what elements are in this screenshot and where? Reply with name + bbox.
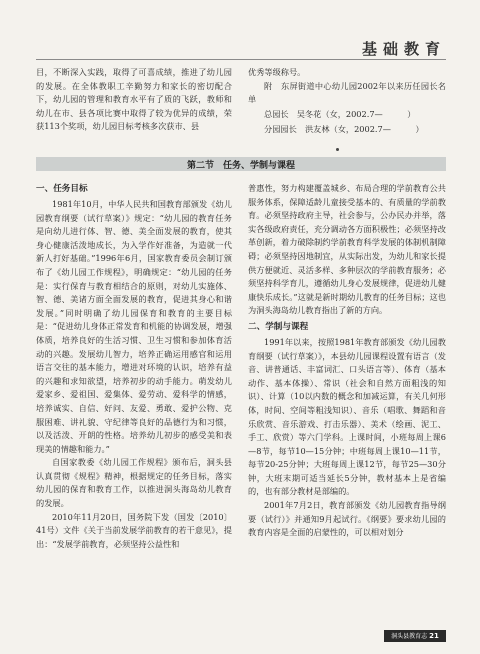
top-left-text: [36, 66, 232, 134]
top-right-text: [248, 66, 446, 137]
paragraph: 优秀等级称号。: [248, 67, 306, 77]
header-divider: [36, 59, 446, 60]
paragraph: 目，不断深入实践，取得了可喜成绩，推进了幼儿园的发展。在全体教职工辛勤努力和家长的密切配合下，幼儿园的管理和教育水平有了质的飞跃，教师和幼儿在市、县各项比赛中取得了较为优异的成绩，荣获113个奖项，幼儿园目标考核多次获市、县: [36, 67, 232, 132]
paragraph: 2010年11月20日，国务院下发（国发〔2010〕41号）文件《关于当前发展学前教育的若干意见》，提出：“发展学前教育，必须坚持公益性和: [36, 511, 232, 549]
attachment-title: 附 东屏街道中心幼儿园2002年以来历任园长名单: [248, 80, 446, 105]
paragraph: 1991年以来，按照1981年教育部颁发《幼儿园教育纲要（试行草案）》，本县幼儿园课程设置有语言（发音、讲普通话、丰富词汇、口头语言等）、体育（基本动作、基本体操）、常识（社会和自然方面粗浅的知识）、计算（10以内数的概念和加减运算，有关几何形体，时间、空间等粗浅知识）、音乐（唱歌、舞蹈和音乐欣赏、音乐游戏、打击乐器）、美术（绘画、泥工、手工、欣赏）等六门学科。上课时间，小班每周上课6—8节，每节10—15分钟；中班每周上课10—11节，每节20-25分钟；大班每周上课12节，每节25—30分钟，大班末期可适当延长5分钟，教材基本上是省编的，也有部分教材是部编的。: [248, 336, 446, 497]
section-title: 第二节 任务、学制与课程: [186, 161, 295, 171]
paragraph: 自国家教委《幼儿园工作规程》颁布后，洞头县认真贯彻《规程》精神，根据规定的任务目标，落实幼儿园的保育和教育工作，以推进洞头海岛幼儿教育的发展。: [36, 457, 232, 509]
left-column: [36, 182, 232, 551]
page-number: 21: [429, 632, 439, 640]
heading-task-goals: 一、任务目标: [36, 184, 88, 194]
right-column: [248, 182, 446, 540]
leader-row: 分园园长 洪友林（女，2002.7— ）: [264, 123, 424, 134]
footer-tag: [384, 630, 446, 642]
paragraph: 2001年7月2日，教育部颁发《幼儿园教育指导纲要（试行）》并通知9月起试行。《纲要》要求幼儿园的教育内容是全面的启蒙性的，可以相对划分: [248, 500, 446, 538]
paragraph: 1981年10月，中华人民共和国教育部颁发《幼儿园教育纲要（试行草案）》规定：“幼儿园的教育任务是向幼儿进行体、智、德、美全面发展的教育，使其身心健康活泼地成长，为入学作好准备，为造就一代新人打好基础。”1996年6月，国家教育委员会制订颁布了《幼儿园工作规程》，明确规定：“幼儿园的任务是：实行保育与教育相结合的原则，对幼儿实施体、智、德、美诸方面全面发展的教育，促进其身心和谐发展。”同时明确了幼儿园保育和教育的主要目标是：“促进幼儿身体正常发育和机能的协调发展，增强体质，培养良好的生活习惯、卫生习惯和参加体育活动的兴趣。发展幼儿智力，培养正确运用感官和运用语言交往的基本能力，增进对环境的认识，培养有益的兴趣和求知欲望，培养初步的动手能力。萌发幼儿爱家乡、爱祖国、爱集体、爱劳动、爱科学的情感，培养诚实、自信、好问、友爱、勇敢、爱护公物、克服困难、讲礼貌、守纪律等良好的品德行为和习惯，以及活泼、开朗的性格。培养幼儿初步的感受美和表现美的情趣和能力。”: [36, 199, 232, 454]
publication-name: 洞头县教育志: [391, 633, 428, 640]
leader-row: 总园长 吴冬花（女，2002.7— ）: [264, 108, 416, 119]
running-header: 基础教育: [361, 40, 446, 58]
heading-schooling-curriculum: 二、学制与课程: [248, 321, 309, 332]
ornament-dot: [336, 148, 339, 151]
section-band: [36, 157, 446, 171]
paragraph: 普惠性，努力构建覆盖城乡、布局合理的学前教育公共服务体系，保障适龄儿童接受基本的、有质量的学前教育。必须坚持政府主导，社会参与，公办民办并举，落实各级政府责任，充分调动各方面积极性；必须坚持改革创新，着力破除制约学前教育科学发展的体制机制障碍；必须坚持因地制宜，从实际出发，为幼儿和家长提供方便就近、灵活多样、多种层次的学前教育服务；必须坚持科学育儿，遵循幼儿身心发展规律，促进幼儿健康快乐成长。”这就是新时期幼儿教育的任务目标；这也为洞头海岛幼儿教育指出了新的方向。: [248, 183, 446, 316]
